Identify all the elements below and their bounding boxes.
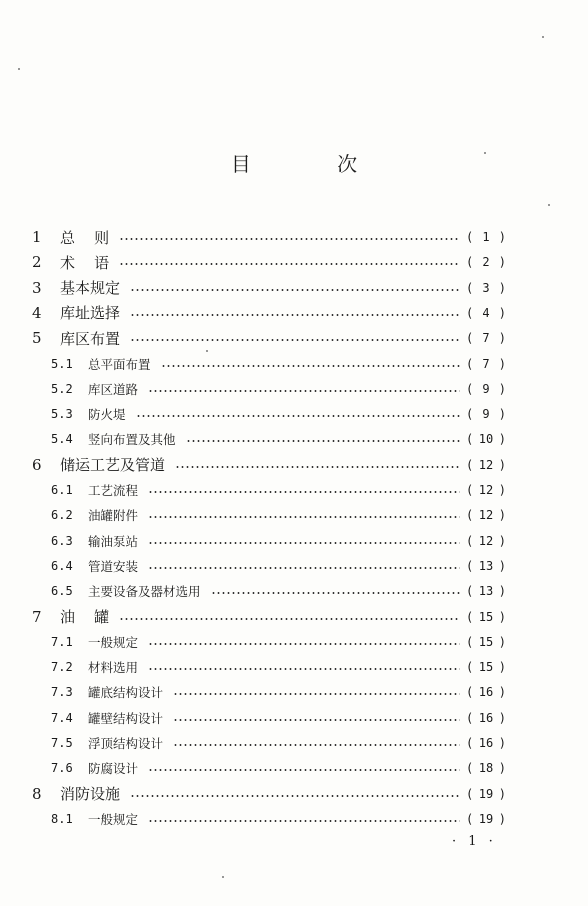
toc-entry-number: 8 — [32, 784, 42, 803]
toc-entry-page: ( 2 ) — [466, 255, 506, 270]
toc-entry-page: ( 7 ) — [466, 331, 506, 346]
toc-entry-title: 工艺流程 — [88, 483, 139, 498]
toc-entry-title: 防火堤 — [88, 407, 126, 423]
toc-entry-page: ( 16 ) — [466, 685, 506, 700]
leader-dots — [173, 719, 460, 721]
toc-entry-page: ( 12 ) — [466, 533, 506, 548]
leader-dots — [148, 820, 460, 822]
toc-entry-title: 油 罐 — [60, 608, 110, 626]
toc-entry-title: 浮顶结构设计 — [88, 736, 164, 751]
toc-entry-page: ( 3 ) — [466, 280, 506, 295]
toc-entry — [0, 378, 588, 400]
toc-entry-page: ( 12 ) — [466, 508, 506, 523]
scan-speck — [206, 350, 208, 352]
leader-dots — [161, 365, 460, 367]
leader-dots — [173, 693, 460, 695]
toc-entry — [0, 251, 588, 273]
leader-dots — [148, 769, 460, 771]
toc-entry-number: 6.4 — [51, 558, 73, 573]
toc-entry-title: 主要设备及器材选用 — [88, 584, 201, 600]
toc-entry-title: 管道安装 — [88, 558, 139, 574]
toc-entry-title: 竖向布置及其他 — [88, 432, 176, 448]
toc-entry-page: ( 9 ) — [466, 381, 506, 396]
toc-entry-title: 防腐设计 — [88, 761, 139, 777]
toc-entry-number: 1 — [32, 228, 42, 246]
toc-entry-page: ( 19 ) — [466, 811, 506, 826]
toc-entry-number: 7.2 — [51, 660, 73, 675]
toc-entry-page: ( 16 ) — [466, 736, 506, 750]
toc-entry — [0, 479, 588, 501]
toc-entry — [0, 580, 588, 602]
toc-entry-page: ( 4 ) — [466, 305, 506, 320]
leader-dots — [130, 289, 460, 291]
toc-entry-number: 6.1 — [51, 483, 73, 497]
toc-entry-number: 7.3 — [51, 685, 73, 700]
toc-entry-number: 7.4 — [51, 710, 73, 725]
scan-speck — [548, 204, 550, 206]
leader-dots — [148, 567, 460, 569]
toc-entry-title: 输油泵站 — [88, 533, 139, 549]
toc-entry-title: 基本规定 — [60, 279, 121, 298]
scan-speck — [542, 36, 544, 38]
leader-dots — [130, 795, 460, 797]
leader-dots — [148, 643, 460, 645]
toc-entry-title: 罐底结构设计 — [88, 685, 164, 701]
toc-entry-title: 总 则 — [60, 228, 110, 247]
toc-entry-page: ( 13 ) — [466, 584, 506, 599]
leader-dots — [136, 415, 460, 417]
toc-entry-number: 5.3 — [51, 407, 73, 422]
toc-entry-number: 6.2 — [51, 508, 73, 523]
toc-entry — [0, 327, 588, 349]
scan-speck — [18, 68, 20, 70]
toc-entry — [0, 783, 588, 805]
scan-speck — [484, 152, 486, 154]
toc-entry-number: 8.1 — [51, 811, 73, 826]
leader-dots — [148, 390, 460, 392]
toc-entry-page: ( 19 ) — [466, 786, 506, 801]
toc-entry — [0, 757, 588, 779]
leader-dots — [148, 491, 460, 493]
toc-entry-page: ( 12 ) — [466, 457, 506, 472]
toc-entry-page: ( 15 ) — [466, 660, 506, 675]
toc-entry-page: ( 15 ) — [466, 609, 506, 624]
leader-dots — [148, 668, 460, 670]
toc-entry-number: 7 — [32, 607, 42, 626]
toc-entry — [0, 504, 588, 526]
toc-entry-page: ( 9 ) — [466, 407, 506, 422]
toc-entry-title: 油罐附件 — [88, 508, 139, 524]
leader-dots — [119, 618, 460, 620]
toc-entry — [0, 428, 588, 450]
toc-entry-title: 材料选用 — [88, 660, 139, 676]
toc-entry — [0, 226, 588, 248]
toc-entry-number: 6.3 — [51, 533, 73, 548]
toc-entry-title: 消防设施 — [60, 785, 121, 804]
toc-entry — [0, 681, 588, 703]
toc-entry-title: 罐壁结构设计 — [88, 710, 164, 726]
toc-entry-number: 5.1 — [51, 356, 73, 371]
toc-entry-title: 库址选择 — [60, 304, 121, 323]
toc-entry-page: ( 1 ) — [466, 230, 506, 244]
toc-entry-title: 库区道路 — [88, 381, 139, 397]
leader-dots — [130, 314, 460, 316]
toc-entry — [0, 707, 588, 729]
toc-entry-number: 7.6 — [51, 761, 73, 776]
toc-entry — [0, 656, 588, 678]
leader-dots — [186, 440, 460, 442]
toc-entry-title: 库区布置 — [60, 329, 121, 348]
toc-entry-number: 5 — [32, 329, 42, 348]
toc-entry-title: 总平面布置 — [88, 356, 151, 372]
toc-entry-number: 3 — [32, 278, 42, 297]
toc-entry-number: 5.2 — [51, 381, 73, 396]
toc-entry-number: 6.5 — [51, 584, 73, 599]
leader-dots — [119, 263, 460, 265]
toc-entry — [0, 808, 588, 830]
page-title: 目 次 — [230, 152, 398, 176]
toc-entry — [0, 403, 588, 425]
toc-entry — [0, 555, 588, 577]
toc-entry — [0, 353, 588, 375]
toc-entry — [0, 454, 588, 476]
toc-entry — [0, 277, 588, 299]
toc-entry-number: 7.5 — [51, 736, 73, 750]
toc-entry — [0, 530, 588, 552]
toc-entry-page: ( 18 ) — [466, 761, 506, 776]
toc-entry-number: 2 — [32, 253, 42, 272]
leader-dots — [130, 339, 460, 341]
toc-entry-page: ( 13 ) — [466, 558, 506, 573]
leader-dots — [148, 542, 460, 544]
toc-entry-title: 储运工艺及管道 — [60, 456, 166, 475]
toc-entry-number: 5.4 — [51, 432, 73, 447]
toc-entry-number: 7.1 — [51, 634, 73, 649]
toc-entry-page: ( 16 ) — [466, 710, 506, 725]
leader-dots — [148, 516, 460, 518]
toc-entry — [0, 606, 588, 628]
toc-entry — [0, 302, 588, 324]
leader-dots — [119, 238, 460, 240]
toc-entry-number: 6 — [32, 455, 42, 474]
page-number-footer: · 1 · — [452, 834, 497, 849]
toc-entry-page: ( 10 ) — [466, 432, 506, 447]
toc-entry-title: 一般规定 — [88, 634, 139, 650]
toc-entry-page: ( 15 ) — [466, 634, 506, 649]
leader-dots — [175, 466, 460, 468]
toc-entry — [0, 732, 588, 754]
leader-dots — [211, 592, 460, 594]
leader-dots — [173, 744, 460, 746]
toc-entry-title: 一般规定 — [88, 811, 139, 827]
toc-entry-page: ( 12 ) — [466, 483, 506, 497]
toc-entry-page: ( 7 ) — [466, 356, 506, 371]
toc-entry — [0, 631, 588, 653]
toc-entry-title: 术 语 — [60, 253, 110, 272]
toc-entry-number: 4 — [32, 303, 42, 322]
scan-speck — [222, 876, 224, 878]
